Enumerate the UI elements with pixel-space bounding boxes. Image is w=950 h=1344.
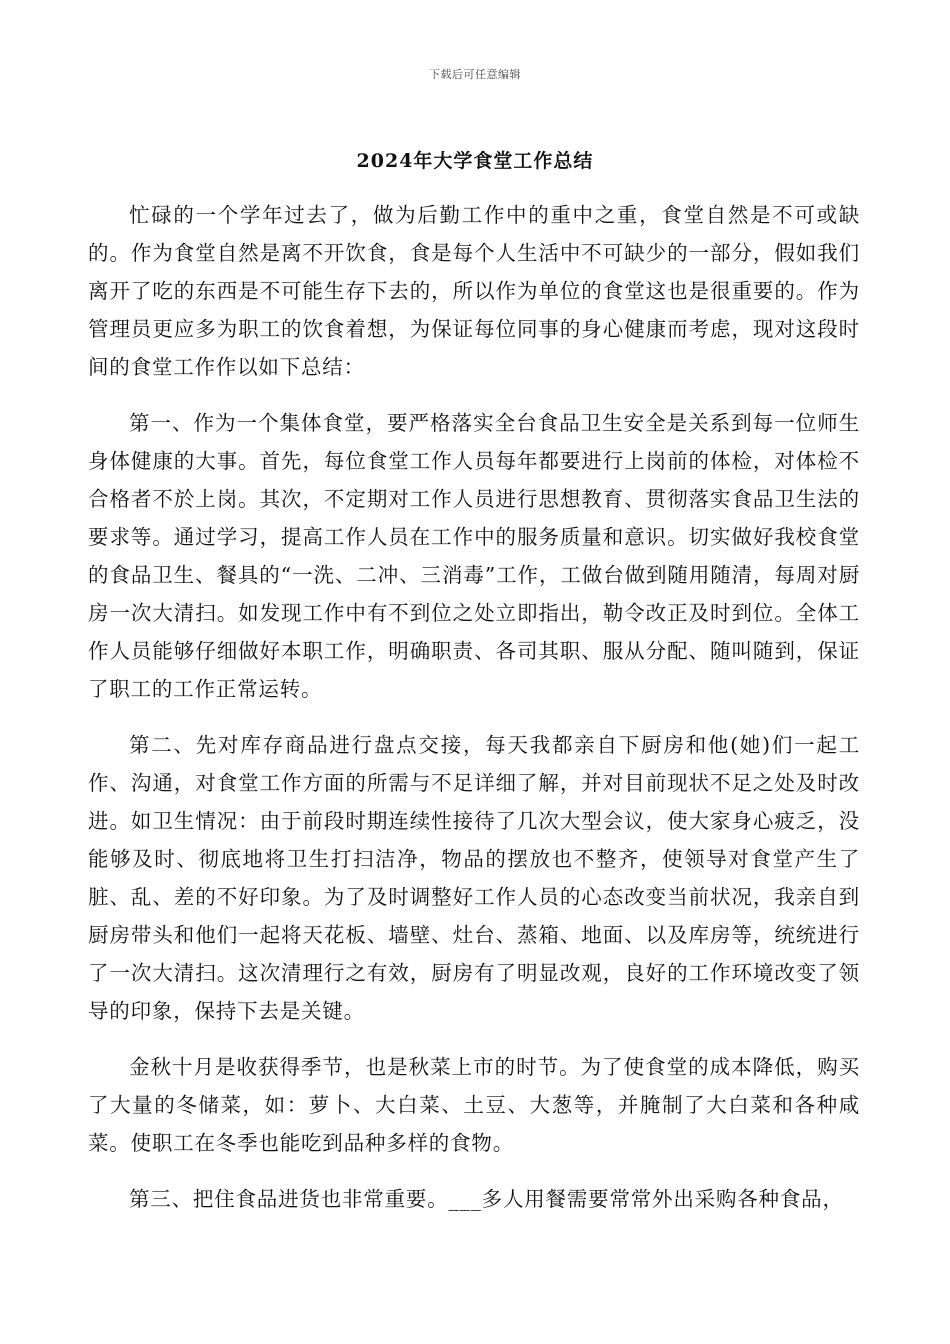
document-body <box>88 196 860 1236</box>
paragraph-first: 第一、作为一个集体食堂，要严格落实全台食品卫生安全是关系到每一位师生身体健康的大事。首先，每位食堂工作人员每年都要进行上岗前的体检，对体检不合格者不於上岗。其次，不定期对工作人员进行思想教育、贯彻落实食品卫生法的要求等。通过学习，提高工作人员在工作中的服务质量和意识。切实做好我校食堂的食品卫生、餐具的“一洗、二冲、三消毒”工作，工做台做到随用随清，每周对厨房一次大清扫。如发现工作中有不到位之处立即指出，勒令改正及时到位。全体工作人员能够仔细做好本职工作，明确职责、各司其职、服从分配、随叫随到，保证了职工的工作正常运转。 <box>88 411 860 701</box>
paragraph-intro: 忙碌的一个学年过去了，做为后勤工作中的重中之重，食堂自然是不可或缺的。作为食堂自然是离不开饮食，食是每个人生活中不可缺少的一部分，假如我们离开了吃的东西是不可能生存下去的，所以作为单位的食堂这也是很重要的。作为管理员更应多为职工的饮食着想，为保证每位同事的身心健康而考虑，现对这段时间的食堂工作作以如下总结： <box>88 203 860 379</box>
paragraph-autumn: 金秋十月是收获得季节，也是秋菜上市的时节。为了使食堂的成本降低，购买了大量的冬储菜，如：萝卜、大白菜、土豆、大葱等，并腌制了大白菜和各种咸菜。使职工在冬季也能吃到品种多样的食物。 <box>88 1055 860 1155</box>
document-title: 2024年大学食堂工作总结 <box>356 150 594 172</box>
header-note: 下载后可任意编辑 <box>429 68 521 81</box>
paragraph-second: 第二、先对库存商品进行盘点交接，每天我都亲自下厨房和他(她)们一起工作、沟通，对食堂工作方面的所需与不足详细了解，并对目前现状不足之处及时改进。如卫生情况：由于前段时期连续性接待了几次大型会议，使大家身心疲乏，没能够及时、彻底地将卫生打扫洁净，物品的摆放也不整齐，使领导对食堂产生了脏、乱、差的不好印象。为了及时调整好工作人员的心态改变当前状况，我亲自到厨房带头和他们一起将天花板、墙壁、灶台、蒸箱、地面、以及库房等，统统进行了一次大清扫。这次清理行之有效，厨房有了明显改观，良好的工作环境改变了领导的印象，保持下去是关键。 <box>88 733 860 1023</box>
paragraph-third: 第三、把住食品进货也非常重要。___多人用餐需要常常外出采购各种食品， <box>129 1187 844 1211</box>
